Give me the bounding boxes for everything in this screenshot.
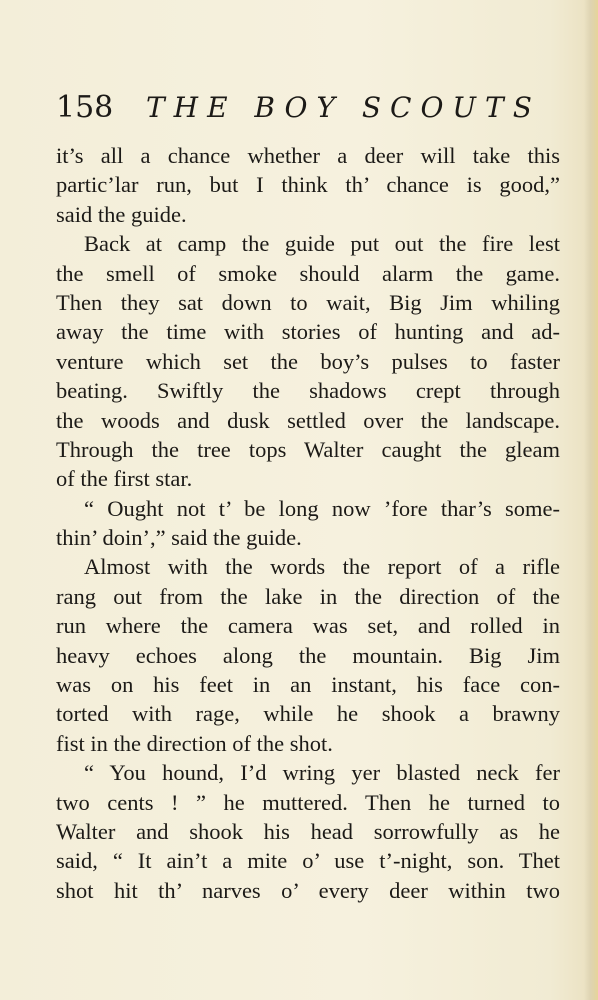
text-line: Back at camp the guide put out the fire lest <box>84 231 560 257</box>
text-line: shot hit th’ narves o’ every deer within two <box>56 877 560 903</box>
text-line: two cents ! ” he muttered. Then he turned to <box>56 789 560 815</box>
text-line: partic’lar run, but I think th’ chance is good,” <box>56 172 560 198</box>
text-line: the smell of smoke should alarm the game. <box>56 260 560 286</box>
text-line: “ You hound, I’d wring yer blasted neck fer <box>84 760 560 786</box>
page-edge <box>584 0 598 1000</box>
text-line: the woods and dusk settled over the landscape. <box>56 407 560 433</box>
text-line: of the first star. <box>56 466 193 492</box>
text-line: away the time with stories of hunting and ad- <box>56 319 560 345</box>
text-line: Then they sat down to wait, Big Jim whiling <box>56 289 560 315</box>
text-line: run where the camera was set, and rolled in <box>56 613 560 639</box>
text-line: Walter and shook his head sorrowfully as he <box>56 818 560 844</box>
running-head: THE BOY SCOUTS <box>146 91 541 124</box>
text-line: thin’ doin’,” said the guide. <box>56 525 302 551</box>
text-line: venture which set the boy’s pulses to faster <box>56 348 560 374</box>
text-line: rang out from the lake in the direction of the <box>56 583 560 609</box>
page-header <box>56 88 560 128</box>
text-line: Through the tree tops Walter caught the gleam <box>56 436 560 462</box>
body-text <box>56 141 560 905</box>
text-line: “ Ought not t’ be long now ’fore thar’s some- <box>84 495 560 521</box>
text-line: heavy echoes along the mountain. Big Jim <box>56 642 560 668</box>
text-line: said, “ It ain’t a mite o’ use t’-night, son. Thet <box>56 848 560 874</box>
text-line: fist in the direction of the shot. <box>56 730 333 756</box>
text-line: torted with rage, while he shook a brawny <box>56 701 560 727</box>
page-number: 158 <box>56 90 114 125</box>
text-line: beating. Swiftly the shadows crept through <box>56 378 560 404</box>
text-line: said the guide. <box>56 201 187 227</box>
text-line: was on his feet in an instant, his face con- <box>56 672 560 698</box>
text-line: Almost with the words the report of a rifle <box>84 554 560 580</box>
text-line: it’s all a chance whether a deer will take this <box>56 143 560 168</box>
